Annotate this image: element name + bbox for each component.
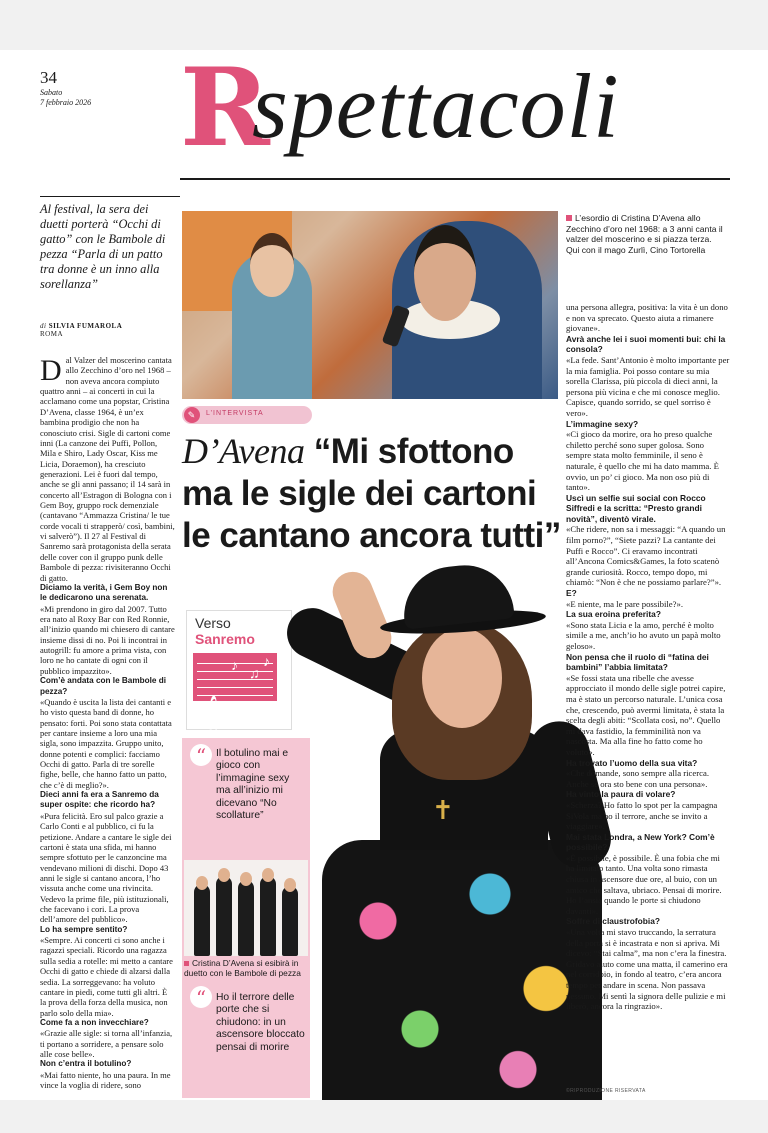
treble-clef-icon: 𝄞	[201, 697, 222, 734]
question-text: Uscì un selfie sui social con Rocco Siffredi e la scritta: “Presto grandi novità”, diventò virale.	[566, 492, 706, 524]
interview-question	[566, 419, 730, 430]
question-text: E?	[566, 588, 577, 599]
interview-question	[40, 1018, 175, 1028]
interview-question	[566, 588, 730, 599]
dateline	[40, 88, 91, 108]
question-text: Diciamo la verità, i Gem Boy non le dedicarono una serenata.	[40, 582, 168, 603]
paragraph-text: «Ci gioco da morire, ora ho preso qualche chiletto perché sono super golosa. Sono sempre stata molto femminile, il seno è naturale, è quello che mi ha dato mamma. È ovvio, un po’ ci gioco. Ma non oso più di tanto».	[566, 429, 719, 493]
body-paragraph	[40, 697, 175, 790]
body-paragraph	[566, 800, 730, 832]
band-photo-caption-text: Cristina D’Avena si esibirà in duetto con le Bambole di pezza	[184, 958, 301, 978]
interview-question	[566, 493, 730, 525]
page-number: 34	[40, 68, 57, 87]
paragraph-text: «Pura felicità. Ero sul palco grazie a Carlo Conti e al pubblico, ci fu la petizione. Andare a cantare le sigle dei cartoni è stata una sfida, mi hanno sempre sfottuto per le canzoncine ma vendevano milioni di dischi. Dopo 43 anni le sigle si cantano ancora, l’ho vissuta anche come una rivincita. Vedevo la prime file, più istituzionali, che facevano i cori. La prova dell’amore del pubblico».	[40, 810, 172, 925]
question-text: L’immagine sexy?	[566, 418, 639, 429]
paragraph-text: «Mi prendono in giro dal 2007. Tutto era nato al Roxy Bar con Red Ronnie, all’inizio quando mi chiesero di cantare insieme dissi di no. Poi li incontrai in autogrill: fu amore a prima vista, con loro ne ho cantate di ogni con il pubblico impazzito».	[40, 603, 175, 676]
drop-cap: D	[40, 354, 62, 387]
interview-question	[566, 609, 730, 620]
paragraph-text: «Che ridere, non sa i messaggi: “A quando un film porno?”, “Siete pazzi? La cantante dei Puffi e Rocco”. Ci eravamo incontrati all’Ancona Comics&Games, la foto scatenò grande curiosità. Rocco, tempo dopo, mi chiamò: “Non è che ne possiamo parlare?”».	[566, 524, 726, 588]
headline-line-1: “Mi sfottono	[313, 432, 514, 471]
archive-photo-zecchino	[182, 211, 558, 399]
quote-icon: “	[190, 986, 212, 1008]
body-paragraph	[566, 355, 730, 419]
caption-marker	[184, 961, 189, 966]
paragraph-text: «Sempre. Ai concerti ci sono anche i ragazzi speciali. Ricordo una ragazza sulla sedia a rotelle: mi metto a cantare Occhi di gatto e chiede di alzarsi dalla sedia. La sorreggevano: ha voluto cantare in piedi, come tutti gli altri. È la prova della forza della musica, non parlo solo della mia».	[40, 935, 173, 1018]
question-text: Soffre di claustrofobia?	[566, 916, 660, 927]
headline	[182, 430, 562, 557]
paragraph-text: «Grazie alle sigle: si torna all’infanzia, ti portano a sorridere, a pensare solo alle cose belle».	[40, 1028, 173, 1060]
paragraph-text: «Scherza? Ho fatto lo spot per la campagna SiVola ma ho il terrore, anche se invito a viaggiare».	[566, 799, 718, 832]
question-text: Ha trovato l’uomo della sua vita?	[566, 757, 698, 768]
body-paragraph	[40, 811, 175, 925]
pen-icon: ✎	[184, 407, 200, 423]
body-paragraph	[566, 620, 730, 652]
interview-tag	[182, 406, 312, 424]
body-column-4	[566, 302, 730, 1012]
question-text: Non c’entra il botulino?	[40, 1059, 132, 1069]
body-paragraph	[566, 927, 730, 1012]
body-paragraph	[40, 355, 175, 583]
quote-icon: “	[190, 744, 212, 766]
paragraph-text: una persona allegra, positiva: la vita è un dono e non va sprecato. Questo aiuta a rimanere giovane».	[566, 302, 728, 334]
section-initial: R	[180, 50, 270, 171]
body-paragraph	[40, 935, 175, 1018]
body-paragraph	[566, 599, 730, 610]
question-text: Ha vinto la paura di volare?	[566, 789, 676, 800]
newspaper-page	[0, 50, 768, 1100]
paragraph-text: «La fede. Sant’Antonio è molto importante per la mia famiglia. Poi posso contare su mia sorella Clarissa, più piccola di dieci anni, la persona più vicina e che mi conosce meglio. Capisce, quando sorrido, se quel sorriso è vero».	[566, 354, 730, 418]
paragraph-text: «È possibile, è possibile. È una fobia che mi ha limitato tanto. Una volta sono rimasta chiusa in ascensore due ore, al buio, con un amico che saltava, ubriaco. Pensai di morire. Ho l’ansia quando le porte si chiudono davanti».	[566, 852, 722, 916]
body-paragraph	[566, 524, 730, 588]
band-photo	[184, 860, 308, 956]
byline-city: ROMA	[40, 330, 64, 338]
interview-question	[40, 676, 175, 697]
body-paragraph	[40, 1028, 175, 1059]
headline-line-2: ma le sigle dei cartoni	[182, 474, 537, 513]
paragraph-text: «Sono stata Licia e la amo, perché è molto simile a me, anch’io ho avuto un papà molto geloso».	[566, 619, 721, 651]
interview-question	[566, 832, 730, 853]
byline-author: SILVIA FUMAROLA	[48, 322, 123, 330]
interview-question	[566, 334, 730, 355]
copyright-notice: ©RIPRODUZIONE RISERVATA	[566, 1088, 646, 1094]
question-text: Lo ha sempre sentito?	[40, 924, 128, 934]
interview-question	[40, 925, 175, 935]
body-paragraph	[40, 1070, 175, 1091]
interview-question	[566, 758, 730, 769]
body-paragraph	[40, 604, 175, 677]
caption-marker	[566, 215, 572, 221]
question-text: La sua eroina preferita?	[566, 609, 661, 620]
question-text: Dieci anni fa era a Sanremo da super ospite: che ricordo ha?	[40, 790, 159, 810]
pull-quote-1: Il botulino mai e gioco con l’immagine sexy ma all’inizio mi dicevano “No scollature”	[216, 748, 290, 822]
byline-prefix: di	[40, 322, 47, 330]
body-column-1	[40, 355, 175, 1091]
question-text: Avrà anche lei i suoi momenti bui: chi la consola?	[566, 333, 726, 355]
body-paragraph	[566, 768, 730, 789]
paragraph-text: «Se fossi stata una ribelle che avesse approcciato il mondo delle sigle potrei capire, ma è stato un percorso naturale. L’unica cosa che, crescendo, può avermi limitata, è stata la scelta degli abiti: “Scollata così, no”. Quello mi dava fastidio, la femminilità non va nascosta. Ma alla fine ho fatto come ho voluto».	[566, 672, 726, 757]
interview-question	[566, 916, 730, 927]
verso-label: Verso	[195, 615, 231, 631]
singer-portrait: ✝	[262, 560, 626, 1100]
sanremo-label: Sanremo	[195, 631, 255, 647]
music-note-icon: ♪	[263, 655, 270, 670]
question-text: Non pensa che il ruolo di “fatina dei bambini” l’abbia limitata?	[566, 651, 709, 673]
byline	[40, 322, 122, 338]
dateline-date: 7 febbraio 2026	[40, 98, 92, 107]
interview-question	[566, 652, 730, 673]
interview-question	[40, 1059, 175, 1069]
interview-question	[40, 583, 175, 604]
header-rule	[180, 178, 730, 180]
paragraph-text: «Mai fatto niente, ho una paura. In me vince la voglia di ridere, sono	[40, 1069, 171, 1091]
headline-line-3: le cantano ancora tutti”	[182, 516, 561, 555]
article-deck: Al festival, la sera dei duetti porterà “Occhi di gatto” con le Bambole di pezza “Parla di un patto tra donne è un inno alla sorellanza”	[40, 202, 166, 291]
question-text: Com’è andata con le Bambole di pezza?	[40, 676, 167, 696]
paragraph-text: «E niente, ma le pare possibile?».	[566, 598, 684, 609]
band-photo-caption	[184, 958, 310, 978]
headline-name: D’Avena	[182, 431, 305, 471]
section-title: spettacoli	[252, 55, 620, 157]
pull-quote-2: Ho il terrore delle porte che si chiudono: in un ascensore bloccato pensai di morire	[216, 992, 305, 1053]
deck-rule	[40, 196, 180, 197]
paragraph-text: «Che domande, sono sempre alla ricerca. Anche se ora sto bene con una persona».	[566, 768, 710, 789]
photo-caption-text: L’esordio di Cristina D’Avena allo Zecchino d’oro nel 1968: a 3 anni canta il valzer del moscerino e si piazza terza. Qui con il mago Zurlì, Cino Tortorella	[566, 213, 723, 255]
dateline-day: Sabato	[40, 88, 63, 97]
paragraph-text: «Quando è uscita la lista dei cantanti e ho visto questa band di donne, ho pensato: forti. Poi sono stata contattata per cantare insieme a loro una mia sigla, sono impazzita. Gruppo unito, donne potenti e complici: facciamo Occhi di gatto. Parla di tre sorelle fighe, belle, che hanno fatto un patto, che c’è di meglio?».	[40, 696, 172, 790]
question-text: Mai stata Londra, a New York? Com’è possibile?	[566, 831, 715, 853]
interview-question	[40, 790, 175, 811]
photo-caption	[566, 213, 726, 255]
interview-question	[566, 789, 730, 800]
body-paragraph	[566, 853, 730, 917]
body-paragraph	[566, 673, 730, 758]
body-paragraph	[566, 429, 730, 493]
question-text: Come fa a non invecchiare?	[40, 1018, 149, 1027]
body-paragraph	[566, 302, 730, 334]
paragraph-text: al Valzer del moscerino cantata allo Zecchino d’oro nel 1968 – non aveva ancora compiuto quattro anni – ai concerti in cui la acclamano come una popstar, Cristina D’Avena, classe 1964, è un’ex bambina prodigio che non ha conosciuto crisi. Sigle di cartoni come inni (La canzone dei Puffi, Pollon, Mila e Shiro, Lady Oscar, Kiss me Licia, Doraemon), ha cresciuto generazioni. Lei è fuori dal tempo, anche se gli anni passano; il 14 sarà in concerto all’Estragon di Bologna con i Gem Boy, gruppo rock demenziale (cantavano “Ammazza Cristina/ le tue corde vocali ti strapperò/ così, bambini, vi salverò”). Il 27 al Festival di Sanremo sarà protagonista della serata delle cover con il gruppo punk delle Bambole di pezza: rivisiteranno Occhi di gatto.	[40, 355, 175, 583]
music-note-icon: ♪	[231, 659, 238, 674]
paragraph-text: «Una volta mi stavo truccando, la serratura della porta si è incastrata e non si apriva. Mi dicevo: “Stai calma”, ma non c’era la finestra. Gridavo aiuto come una matta, il camerino era nel corridoio, in fondo al teatro, c’era ancora tempo per andare in scena. Non passava nessuno. Mi sentì la signora delle pulizie e mi liberò, ancora la ringrazio».	[566, 927, 728, 1012]
music-note-icon: ♫	[249, 667, 260, 682]
interview-tag-label: L’INTERVISTA	[206, 410, 264, 417]
